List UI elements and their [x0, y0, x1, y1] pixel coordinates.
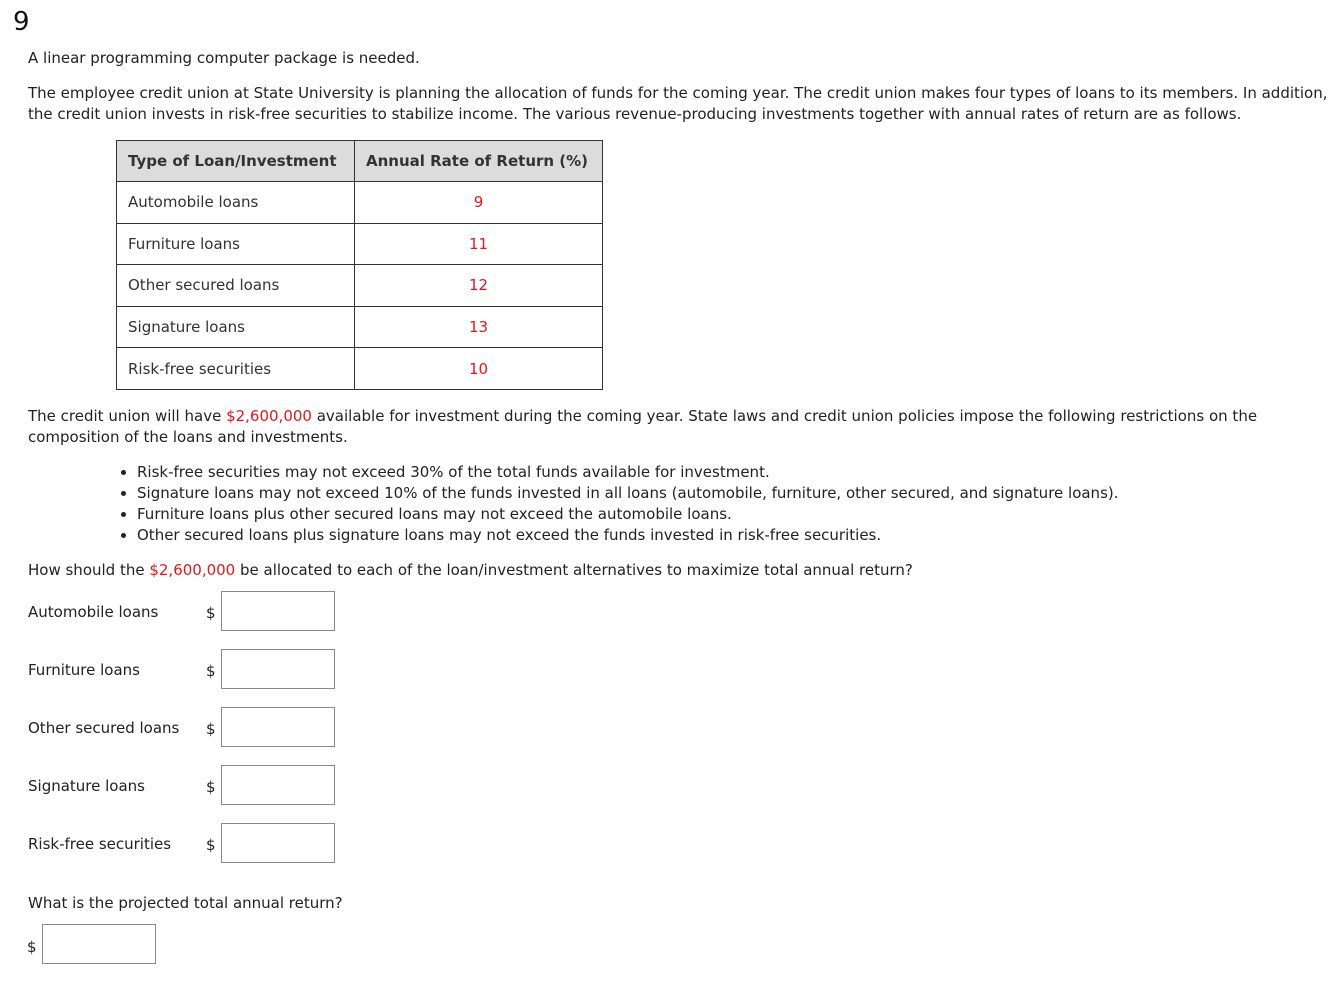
furniture-loans-input[interactable] — [221, 649, 335, 689]
loan-type-cell: Risk-free securities — [117, 348, 355, 390]
loan-type-cell: Signature loans — [117, 306, 355, 348]
total-return-input[interactable] — [42, 924, 156, 964]
loan-type-cell: Furniture loans — [117, 223, 355, 265]
list-item: • Signature loans may not exceed 10% of the funds invested in all loans (automobile, furniture, other secured, and signature loans). — [137, 483, 1119, 504]
column-header-type: Type of Loan/Investment — [117, 141, 355, 182]
signature-loans-label: Signature loans — [28, 777, 145, 795]
question-number: 9 — [13, 7, 30, 37]
loan-type-cell: Other secured loans — [117, 265, 355, 307]
risk-free-securities-label: Risk-free securities — [28, 835, 172, 853]
currency-symbol: $ — [206, 720, 216, 738]
intro-text: A linear programming computer package is needed. — [28, 49, 420, 67]
funds-amount: $2,600,000 — [226, 407, 312, 425]
table-row — [117, 265, 603, 307]
rates-table — [116, 140, 603, 390]
funds-text-after: available for investment during the coming year. State laws and credit union policies impose the following restrictions on the composition of the loans and investments. — [28, 407, 1258, 446]
rate-cell: 13 — [355, 306, 603, 348]
allocation-prompt — [28, 560, 913, 581]
currency-symbol: $ — [206, 778, 216, 796]
problem-description: The employee credit union at State University is planning the allocation of funds for the coming year. The credit union makes four types of loans to its members. In addition, the credit union invests in risk-free securities to stabilize income. The various revenue-producing investments together with annual rates of return are as follows. — [28, 84, 1328, 123]
rate-cell: 11 — [355, 223, 603, 265]
prompt-text-after: be allocated to each of the loan/investment alternatives to maximize total annual return? — [235, 561, 913, 579]
loan-type-cell: Automobile loans — [117, 182, 355, 224]
table-header-row — [117, 141, 603, 182]
table-row — [117, 182, 603, 224]
restrictions-list — [110, 462, 1119, 546]
furniture-loans-label: Furniture loans — [28, 661, 140, 679]
currency-symbol: $ — [27, 938, 37, 956]
table-row — [117, 223, 603, 265]
other-secured-loans-label: Other secured loans — [28, 719, 180, 737]
list-item: • Other secured loans plus signature loans may not exceed the funds invested in risk-free securities. — [137, 525, 1119, 546]
currency-symbol: $ — [206, 662, 216, 680]
table-row — [117, 306, 603, 348]
column-header-rate: Annual Rate of Return (%) — [355, 141, 603, 182]
prompt-amount: $2,600,000 — [149, 561, 236, 579]
rate-cell: 12 — [355, 265, 603, 307]
currency-symbol: $ — [206, 836, 216, 854]
automobile-loans-label: Automobile loans — [28, 603, 159, 621]
signature-loans-input[interactable] — [221, 765, 335, 805]
total-return-prompt: What is the projected total annual return? — [28, 894, 343, 912]
funds-paragraph — [28, 406, 1308, 448]
prompt-text-before: How should the — [28, 561, 150, 579]
list-item: • Furniture loans plus other secured loans may not exceed the automobile loans. — [137, 504, 1119, 525]
risk-free-securities-input[interactable] — [221, 823, 335, 863]
currency-symbol: $ — [206, 604, 216, 622]
automobile-loans-input[interactable] — [221, 591, 335, 631]
other-secured-loans-input[interactable] — [221, 707, 335, 747]
rate-cell: 10 — [355, 348, 603, 390]
list-item: • Risk-free securities may not exceed 30% of the total funds available for investment. — [137, 462, 1119, 483]
table-row — [117, 348, 603, 390]
funds-text-before: The credit union will have — [28, 407, 227, 425]
rate-cell: 9 — [355, 182, 603, 224]
